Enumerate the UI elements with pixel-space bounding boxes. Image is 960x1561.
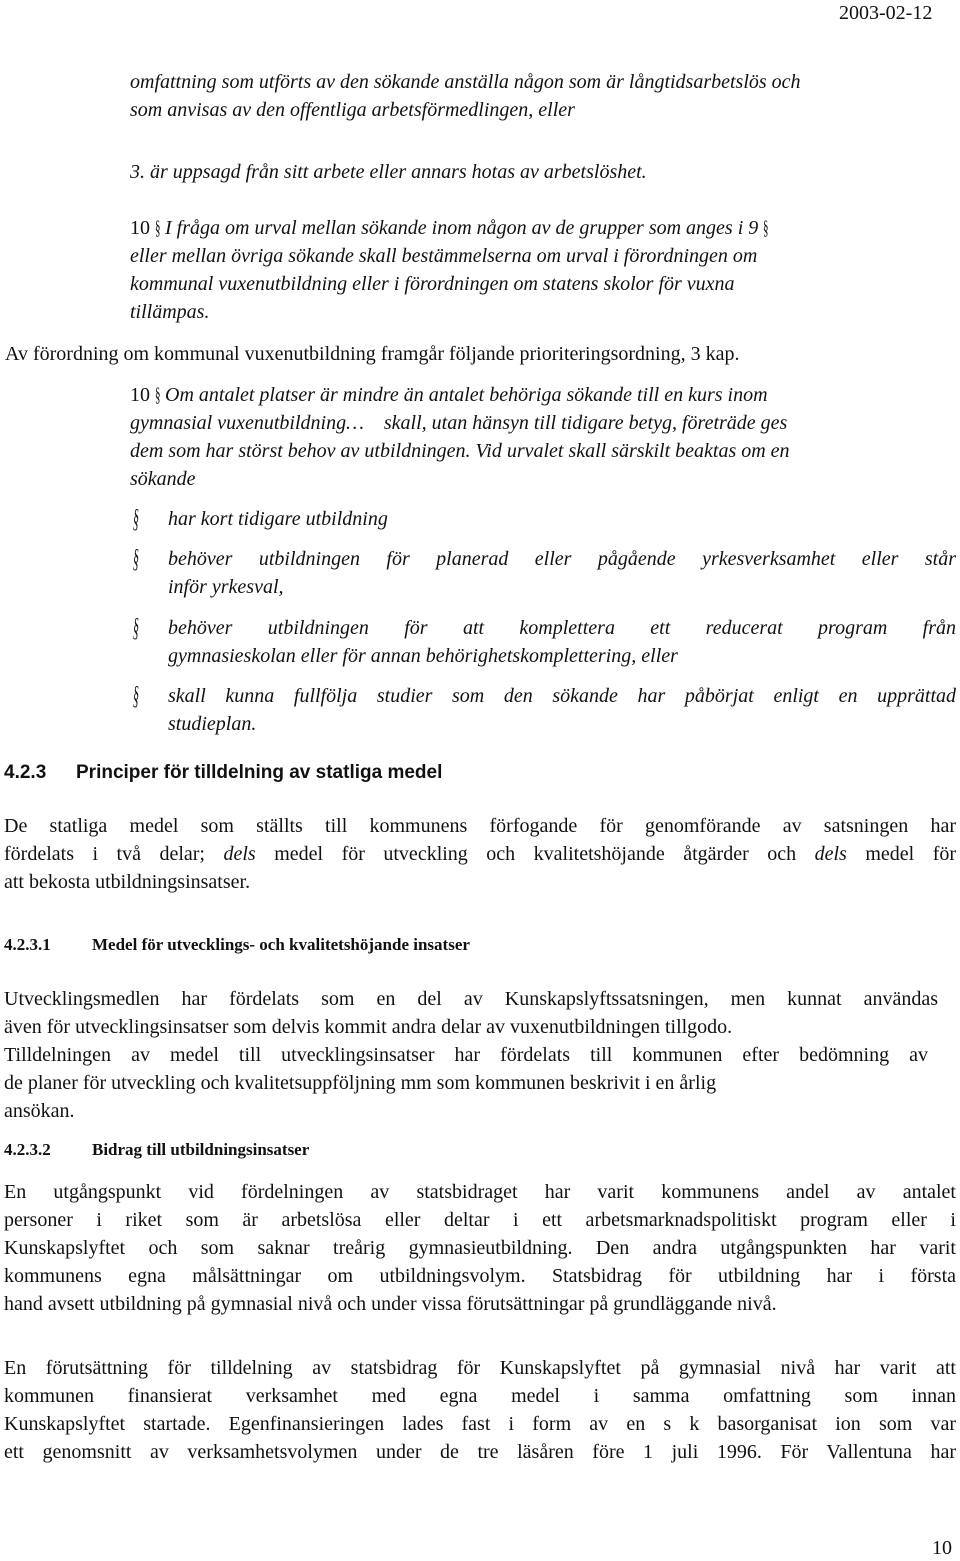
bullet-icon: § xyxy=(133,504,139,533)
section-heading-4-2-3 xyxy=(4,760,442,786)
quote3-line2b: skall, utan hänsyn till tidigare betyg, företräde ges xyxy=(383,412,788,434)
bullet-icon: § xyxy=(133,681,139,710)
para-4232b-line4: ett genomsnitt av verksamhetsvolymen under de tre läsåren före 1 juli 1996. För Vallentuna har xyxy=(4,1441,956,1463)
section-number: 4.2.3.2 xyxy=(4,1140,51,1159)
quote3-number: 10 xyxy=(130,384,150,406)
section-mark: § xyxy=(155,384,161,406)
quote2-line4: tillämpas. xyxy=(130,301,210,323)
quote1-line2: som anvisas av den offentliga arbetsförmedlingen, eller xyxy=(130,99,575,121)
para-423-line1: De statliga medel som ställts till kommunens förfogande för genomförande av satsningen har xyxy=(4,815,956,837)
para-4232a-line3: Kunskapslyftet och som saknar treårig gymnasieutbildning. Den andra utgångspunkten har varit xyxy=(4,1237,956,1259)
header-date: 2003-02-12 xyxy=(839,2,933,24)
section-title: Medel för utvecklings- och kvalitetshöjande insatser xyxy=(92,935,470,954)
bullet-2-line2: inför yrkesval, xyxy=(168,576,284,598)
section-heading-4-2-3-1 xyxy=(4,932,470,958)
text: medel för utveckling och kvalitetshöjande åtgärder och xyxy=(274,843,797,865)
bullet-3-line1: behöver utbildningen för att komplettera ett reducerat program från xyxy=(168,617,956,639)
para-4232a-line2: personer i riket som är arbetslösa eller deltar i ett arbetsmarknadspolitiskt program eller i xyxy=(4,1209,956,1231)
section-title: Principer för tilldelning av statliga medel xyxy=(76,762,443,783)
para-4232b-line1: En förutsättning för tilldelning av statsbidrag för Kunskapslyftet på gymnasial nivå har varit att xyxy=(4,1357,956,1379)
quote3-line2a: gymnasial vuxenutbildning… xyxy=(130,412,364,434)
bullet-4-line2: studieplan. xyxy=(168,713,257,735)
quote3-line4: sökande xyxy=(130,468,196,490)
bullet-2-line1: behöver utbildningen för planerad eller pågående yrkesverksamhet eller står xyxy=(168,548,956,570)
para-4232b-line2: kommunen finansierat verksamhet med egna medel i samma omfattning som innan xyxy=(4,1385,956,1407)
quote3-line2 xyxy=(130,409,787,437)
quote2-line1 xyxy=(130,214,773,242)
para-423-line2 xyxy=(4,840,956,868)
para-4231-line1: Utvecklingsmedlen har fördelats som en del av Kunskapslyftssatsningen, men kunnat användas xyxy=(4,988,938,1010)
section-number: 4.2.3.1 xyxy=(4,935,51,954)
page-number: 10 xyxy=(932,1537,952,1559)
quote1-item3: 3. är uppsagd från sitt arbete eller annars hotas av arbetslöshet. xyxy=(130,161,647,183)
para-4231-line3: Tilldelningen av medel till utvecklingsinsatser har fördelats till kommunen efter bedömning av xyxy=(4,1044,928,1066)
bullet-icon: § xyxy=(133,613,139,642)
emphasis: dels xyxy=(223,843,256,865)
para-4231-line4: de planer för utveckling och kvalitetsuppföljning mm som kommunen beskrivit i en årlig xyxy=(4,1072,717,1094)
para-423-line3: att bekosta utbildningsinsatser. xyxy=(4,871,251,893)
quote3-line3: dem som har störst behov av utbildningen. Vid urvalet skall särskilt beaktas om en xyxy=(130,440,790,462)
bullet-icon: § xyxy=(133,544,139,573)
quote2-line1-text: I fråga om urval mellan sökande inom någon av de grupper som anges i 9 xyxy=(165,217,759,239)
text: fördelats i två delar; xyxy=(4,843,205,865)
quote1-line1: omfattning som utförts av den sökande anställa någon som är långtidsarbetslös och xyxy=(130,71,801,93)
section-heading-4-2-3-2 xyxy=(4,1137,309,1163)
quote2-number: 10 xyxy=(130,217,150,239)
quote3-line1-text: Om antalet platser är mindre än antalet behöriga sökande till en kurs inom xyxy=(165,384,768,406)
quote2-line2: eller mellan övriga sökande skall bestämmelserna om urval i förordningen om xyxy=(130,245,758,267)
section-mark: § xyxy=(155,217,161,239)
intro-line: Av förordning om kommunal vuxenutbildning framgår följande prioriteringsordning, 3 kap. xyxy=(5,343,740,365)
emphasis: dels xyxy=(814,843,847,865)
section-number: 4.2.3 xyxy=(4,762,47,783)
para-4232a-line5: hand avsett utbildning på gymnasial nivå och under vissa förutsättningar på grundläggande nivå. xyxy=(4,1293,777,1315)
para-4232b-line3: Kunskapslyftet startade. Egenfinansieringen lades fast i form av en s k basorganisat ion som var xyxy=(4,1413,956,1435)
para-4232a-line4: kommunens egna målsättningar om utbildningsvolym. Statsbidrag för utbildning har i första xyxy=(4,1265,956,1287)
section-mark: § xyxy=(763,217,769,239)
para-4232a-line1: En utgångspunkt vid fördelningen av statsbidraget har varit kommunens andel av antalet xyxy=(4,1181,956,1203)
section-title: Bidrag till utbildningsinsatser xyxy=(92,1140,310,1159)
bullet-1-line1: har kort tidigare utbildning xyxy=(168,508,388,530)
bullet-4-line1: skall kunna fullfölja studier som den sökande har påbörjat enligt en upprättad xyxy=(168,685,956,707)
text: medel för xyxy=(865,843,957,865)
quote3-line1 xyxy=(130,381,768,409)
para-4231-line5: ansökan. xyxy=(4,1100,75,1122)
para-4231-line2: även för utvecklingsinsatser som delvis kommit andra delar av vuxenutbildningen tillgodo. xyxy=(4,1016,733,1038)
quote2-line3: kommunal vuxenutbildning eller i förordningen om statens skolor för vuxna xyxy=(130,273,735,295)
bullet-3-line2: gymnasieskolan eller för annan behörighetskomplettering, eller xyxy=(168,645,678,667)
